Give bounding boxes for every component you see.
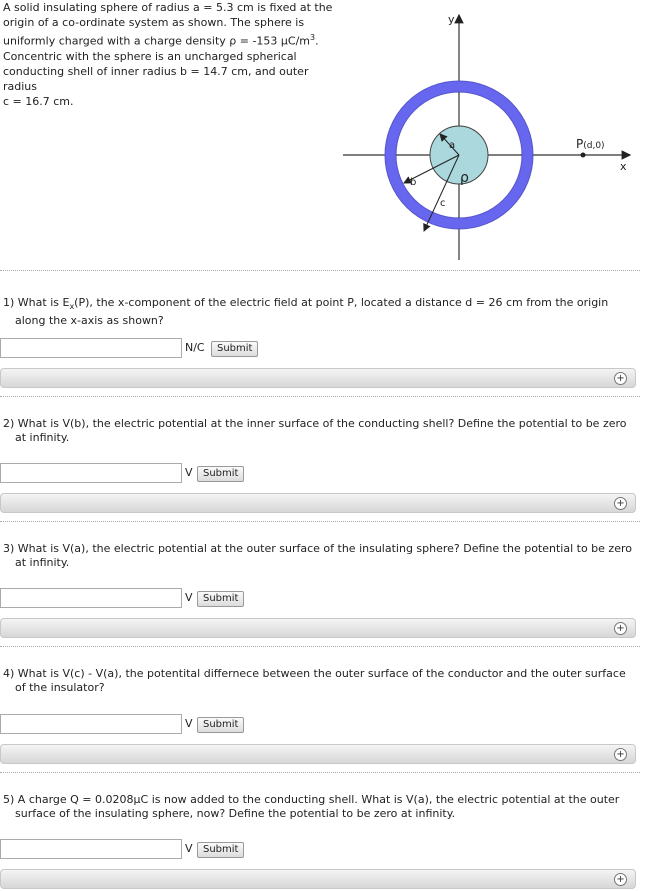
intro-line: . (315, 34, 319, 48)
plus-circle-icon[interactable]: + (614, 873, 627, 886)
question-text: 3) What is V(a), the electric potential at the outer surface of the insulating sphere? Define the potential to be zero at infinity. (3, 542, 632, 569)
submit-button[interactable]: Submit (197, 466, 244, 482)
intro-line: uniformly charged with a charge density ρ = -153 μC/m (3, 34, 311, 48)
divider (0, 270, 640, 271)
divider (0, 772, 640, 773)
answer-input[interactable] (0, 714, 182, 734)
unit-label: N/C (185, 341, 205, 354)
plus-circle-icon[interactable]: + (614, 497, 627, 510)
question-text: 4) What is V(c) - V(a), the potentital differnece between the outer surface of the conductor and the outer surface of the insulator? (3, 667, 626, 694)
question-4 (3, 667, 639, 695)
unit-label: V (185, 466, 193, 479)
divider (0, 646, 640, 647)
problem-statement (3, 0, 333, 109)
hint-bar[interactable] (0, 368, 636, 388)
label-a: a (449, 140, 456, 151)
submit-button[interactable]: Submit (197, 717, 244, 733)
plus-circle-icon[interactable]: + (614, 372, 627, 385)
label-rho: ρ (460, 170, 469, 186)
plus-circle-icon[interactable]: + (614, 748, 627, 761)
label-p: P(d,0) (576, 137, 605, 151)
unit-label: V (185, 717, 193, 730)
plus-circle-icon[interactable]: + (614, 622, 627, 635)
answer-input[interactable] (0, 588, 182, 608)
answer-input[interactable] (0, 839, 182, 859)
question-5 (3, 793, 639, 821)
label-b: b (410, 177, 417, 188)
question-3 (3, 542, 639, 570)
question-2 (3, 417, 639, 445)
submit-button[interactable]: Submit (197, 842, 244, 858)
label-x: x (620, 160, 627, 173)
question-1 (3, 296, 639, 328)
hint-bar[interactable] (0, 744, 636, 764)
intro-line: Concentric with the sphere is an uncharged spherical (3, 49, 297, 63)
unit-label: V (185, 842, 193, 855)
answer-input[interactable] (0, 463, 182, 483)
unit-label: V (185, 591, 193, 604)
intro-line: origin of a co-ordinate system as shown. The sphere is (3, 16, 305, 29)
hint-bar[interactable] (0, 618, 636, 638)
label-y: y (448, 13, 455, 26)
intro-line: c = 16.7 cm. (3, 94, 74, 108)
submit-button[interactable]: Submit (197, 591, 244, 607)
intro-line: conducting shell of inner radius b = 14.7 cm, and outer radius (3, 64, 309, 93)
answer-input[interactable] (0, 338, 182, 358)
label-c: c (440, 198, 446, 209)
hint-bar[interactable] (0, 869, 636, 889)
question-text: 5) A charge Q = 0.0208μC is now added to the conducting shell. What is V(a), the electric potential at the outer surface of the insulating sphere, now? Define the potential to be zero at infinity. (3, 793, 620, 820)
intro-line: A solid insulating sphere of radius a = 5.3 cm is fixed at the (3, 1, 333, 14)
divider (0, 396, 640, 397)
sphere-diagram (340, 5, 645, 265)
divider (0, 521, 640, 522)
hint-bar[interactable] (0, 493, 636, 513)
question-text: 1) What is $E_x(P)$, the x-component of the electric field at point P, located a distance d = 26 cm from the origin along the x-axis as shown? (3, 296, 609, 328)
submit-button[interactable]: Submit (211, 341, 258, 357)
point-p (581, 153, 586, 158)
intro-superscript: 3 (310, 33, 316, 42)
question-text: 2) What is V(b), the electric potential at the inner surface of the conducting shell? Define the potential to be zero at infinity. (3, 417, 627, 444)
